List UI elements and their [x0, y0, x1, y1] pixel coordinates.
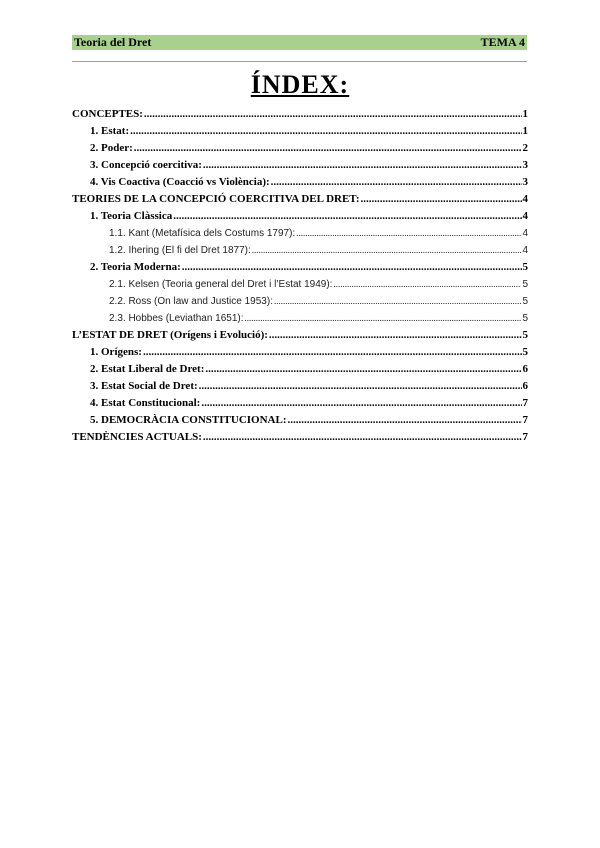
header-divider	[72, 61, 527, 62]
toc-entry-label: 1.2. Ihering (El fi del Dret 1877):	[109, 245, 251, 256]
toc-entry-page-number: 5	[522, 329, 528, 341]
toc-entry-page-number: 4	[522, 245, 528, 256]
header-subject: Teoria del Dret	[74, 35, 152, 49]
toc-entry[interactable]	[72, 159, 528, 176]
toc-entry-page-number: 1	[522, 125, 528, 137]
toc-entry-page-number: 3	[522, 176, 528, 188]
toc-entry[interactable]	[72, 210, 528, 227]
toc-entry-page-number: 1	[522, 108, 528, 120]
toc-entry-page-number: 5	[522, 296, 528, 307]
dot-leader	[203, 431, 522, 443]
toc-entry-page-number: 7	[522, 414, 528, 426]
toc-entry[interactable]	[72, 108, 528, 125]
toc-entry[interactable]	[72, 414, 528, 431]
toc-entry-label: 5. DEMOCRÀCIA CONSTITUCIONAL:	[90, 414, 287, 426]
toc-entry-page-number: 6	[522, 380, 528, 392]
dot-leader	[134, 142, 522, 154]
toc-entry[interactable]	[72, 227, 528, 244]
dot-leader	[173, 210, 521, 222]
toc-entry[interactable]	[72, 363, 528, 380]
toc-entry[interactable]	[72, 397, 528, 414]
dot-leader	[205, 363, 521, 375]
toc-entry-page-number: 6	[522, 363, 528, 375]
toc-entry-page-number: 4	[522, 193, 528, 205]
header-topic: TEMA 4	[480, 35, 525, 49]
dot-leader	[296, 227, 521, 239]
toc-entry-page-number: 5	[522, 346, 528, 358]
toc-entry-label: TEORIES DE LA CONCEPCIÓ COERCITIVA DEL DRET:	[72, 193, 360, 205]
dot-leader	[333, 278, 521, 290]
toc-entry[interactable]	[72, 312, 528, 329]
dot-leader	[361, 193, 522, 205]
dot-leader	[201, 397, 521, 409]
dot-leader	[203, 159, 522, 171]
toc-entry-label: 1. Estat:	[90, 125, 130, 137]
toc-entry-label: 3. Concepció coercitiva:	[90, 159, 202, 171]
toc-entry[interactable]	[72, 431, 528, 448]
dot-leader	[288, 414, 522, 426]
toc-entry[interactable]	[72, 278, 528, 295]
toc-entry-label: 2. Poder:	[90, 142, 133, 154]
toc-entry-label: 2.2. Ross (On law and Justice 1953):	[109, 296, 273, 307]
page-header	[72, 35, 527, 50]
toc-entry-label: 3. Estat Social de Dret:	[90, 380, 198, 392]
toc-entry-label: TENDÈNCIES ACTUALS:	[72, 431, 202, 443]
toc-entry[interactable]	[72, 142, 528, 159]
toc-entry-label: L’ESTAT DE DRET (Orígens i Evolució):	[72, 329, 268, 341]
toc-entry[interactable]	[72, 125, 528, 142]
toc-entry-page-number: 3	[522, 159, 528, 171]
toc-entry[interactable]	[72, 261, 528, 278]
toc-entry-label: CONCEPTES:	[72, 108, 143, 120]
toc-entry-page-number: 5	[522, 313, 528, 324]
toc-entry-page-number: 7	[522, 397, 528, 409]
dot-leader	[274, 295, 521, 307]
toc-entry[interactable]	[72, 193, 528, 210]
dot-leader	[199, 380, 522, 392]
toc-entry[interactable]	[72, 380, 528, 397]
dot-leader	[130, 125, 521, 137]
dot-leader	[269, 329, 522, 341]
toc-entry-label: 2.1. Kelsen (Teoria general del Dret i l’Estat 1949):	[109, 279, 333, 290]
toc-entry[interactable]	[72, 329, 528, 346]
dot-leader	[144, 108, 522, 120]
table-of-contents	[72, 108, 528, 448]
toc-entry-label: 1. Teoria Clàssica	[90, 210, 173, 222]
toc-entry[interactable]	[72, 176, 528, 193]
toc-entry-page-number: 2	[522, 142, 528, 154]
toc-entry-page-number: 5	[522, 261, 528, 273]
toc-entry-label: 2. Teoria Moderna:	[90, 261, 181, 273]
toc-entry-label: 1.1. Kant (Metafísica dels Costums 1797):	[109, 228, 296, 239]
toc-entry-page-number: 4	[522, 210, 528, 222]
toc-entry[interactable]	[72, 244, 528, 261]
toc-entry-label: 4. Vis Coactiva (Coacció vs Violència):	[90, 176, 270, 188]
toc-entry-label: 2.3. Hobbes (Leviathan 1651):	[109, 313, 244, 324]
toc-entry-page-number: 4	[522, 228, 528, 239]
toc-entry-page-number: 7	[522, 431, 528, 443]
toc-entry-label: 4. Estat Constitucional:	[90, 397, 201, 409]
toc-entry[interactable]	[72, 346, 528, 363]
toc-entry-page-number: 5	[522, 279, 528, 290]
toc-entry-label: 2. Estat Liberal de Dret:	[90, 363, 205, 375]
dot-leader	[271, 176, 522, 188]
toc-entry-label: 1. Orígens:	[90, 346, 142, 358]
dot-leader	[252, 244, 522, 256]
dot-leader	[143, 346, 522, 358]
dot-leader	[245, 312, 522, 324]
page-title: ÍNDEX:	[250, 70, 350, 99]
toc-entry[interactable]	[72, 295, 528, 312]
dot-leader	[182, 261, 522, 273]
